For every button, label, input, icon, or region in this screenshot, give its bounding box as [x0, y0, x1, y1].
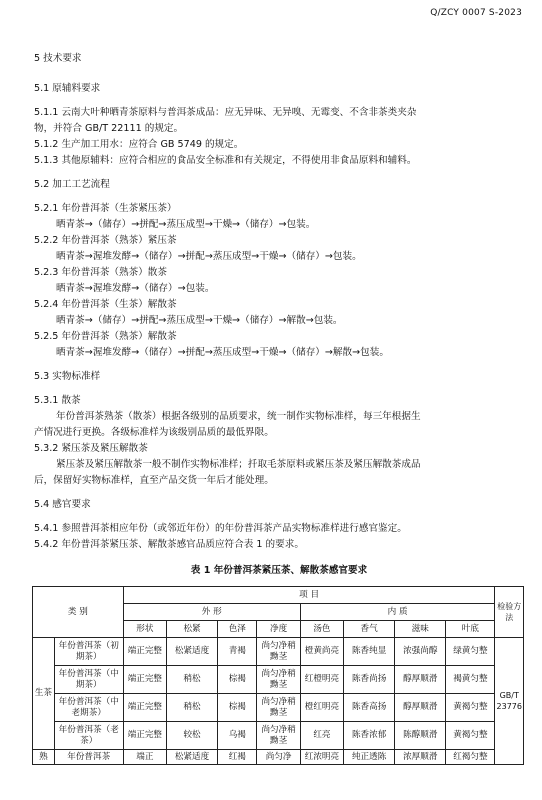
clause-5-1-1-line2: 物，并符合 GB/T 22111 的规定。: [34, 123, 184, 134]
clause-5-3-1-line1: 年份普洱茶熟茶（散茶）根据各级别的品质要求，统一制作实物标准样，每三年根据生: [56, 411, 421, 422]
group-ripe-tea: 熟: [33, 750, 55, 765]
cell: 棕褐: [218, 666, 257, 694]
flow-5-2-4: 晒青茶→（储存）→拼配→蒸压成型→干燥→（储存）→解散→包装。: [56, 315, 343, 326]
clause-5-1-2: 5.1.2 生产加工用水：应符合 GB 5749 的规定。: [34, 139, 244, 150]
cell: 红亮: [300, 722, 343, 750]
table-row: [33, 694, 524, 722]
cell: 陈香尚扬: [344, 666, 395, 694]
inner-quality-header: 内 质: [300, 604, 495, 621]
table-row: [33, 638, 524, 666]
clause-5-2-4: 5.2.4 年份普洱茶（生茶）解散茶: [34, 299, 177, 310]
category-header: 类 别: [33, 587, 124, 638]
cell: 端正完整: [123, 694, 166, 722]
table-row: [33, 722, 524, 750]
cell: 浓厚顺滑: [395, 750, 446, 765]
cell: 端正完整: [123, 638, 166, 666]
row-name: 年份普洱茶（初期茶）: [54, 638, 123, 666]
section-5-3-heading: 5.3 实物标准样: [34, 371, 101, 382]
clause-5-2-5: 5.2.5 年份普洱茶（熟茶）解散茶: [34, 331, 177, 342]
cell: 青褐: [218, 638, 257, 666]
cell: 尚匀净稍黝茎: [257, 666, 300, 694]
cell: 尚匀净: [257, 750, 300, 765]
col-tightness: 松紧: [166, 621, 217, 638]
cell: 浓强尚醇: [395, 638, 446, 666]
col-liquor-color: 汤色: [300, 621, 343, 638]
cell: 纯正透陈: [344, 750, 395, 765]
clause-5-1-3: 5.1.3 其他原辅料：应符合相应的食品安全标准和有关规定，不得使用非食品原料和辅料。: [34, 155, 417, 166]
cell: 陈香纯显: [344, 638, 395, 666]
document-code: Q/ZCY 0007 S-2023: [430, 8, 522, 18]
clause-5-3-1-line2: 产情况进行更换。各级标准样为该级别品质的最低界限。: [34, 427, 274, 438]
cell: 陈醇顺滑: [395, 722, 446, 750]
clause-5-4-2: 5.4.2 年份普洱茶紧压茶、解散茶感官品质应符合表 1 的要求。: [34, 539, 304, 550]
col-color: 色泽: [218, 621, 257, 638]
col-infused-leaf: 叶底: [446, 621, 495, 638]
cell: 红褐: [218, 750, 257, 765]
cell: 尚匀净稍黝茎: [257, 722, 300, 750]
cell: 端正完整: [123, 666, 166, 694]
cell: 稍松: [166, 694, 217, 722]
method-header: 检验方法: [495, 587, 524, 638]
cell: 醇厚顺滑: [395, 694, 446, 722]
clause-5-2-3: 5.2.3 年份普洱茶（熟茶）散茶: [34, 267, 167, 278]
section-5-4-heading: 5.4 感官要求: [34, 499, 91, 510]
cell: 黄褐匀整: [446, 722, 495, 750]
section-5-2-heading: 5.2 加工工艺流程: [34, 179, 110, 190]
clause-5-4-1: 5.4.1 参照普洱茶相应年份（或邻近年份）的年份普洱茶产品实物标准样进行感官鉴定。: [34, 523, 407, 534]
flow-5-2-5: 晒青茶→渥堆发酵→（储存）→拼配→蒸压成型→干燥→（储存）→解散→包装。: [56, 347, 389, 358]
flow-5-2-2: 晒青茶→渥堆发酵→（储存）→拼配→蒸压成型→干燥→（储存）→包装。: [56, 251, 362, 262]
cell: 尚匀净稍黝茎: [257, 694, 300, 722]
cell: 松紧适度: [166, 638, 217, 666]
table-row: [33, 666, 524, 694]
clause-5-2-2: 5.2.2 年份普洱茶（熟茶）紧压茶: [34, 235, 177, 246]
row-name: 年份普洱茶（老茶）: [54, 722, 123, 750]
clause-5-3-2-line2: 后，保留好实物标准样，直至产品交货一年后才能处理。: [34, 475, 274, 486]
method-standard: GB/T 23776: [495, 638, 524, 765]
cell: 尚匀净稍黝茎: [257, 638, 300, 666]
col-cleanness: 净度: [257, 621, 300, 638]
document-body: [34, 52, 524, 765]
items-header: 项 目: [123, 587, 495, 604]
clause-5-1-1-line1: 5.1.1 云南大叶种晒青茶原料与普洱茶成品：应无异味、无异嗅、无霉变、不含非茶类夹杂: [34, 107, 417, 118]
table-row: [33, 750, 524, 765]
section-5-heading: 5 技术要求: [34, 53, 82, 64]
sensory-requirements-table: [32, 586, 524, 765]
flow-5-2-3: 晒青茶→渥堆发酵→（储存）→包装。: [56, 283, 215, 294]
cell: 橙黄尚亮: [300, 638, 343, 666]
col-shape: 形状: [123, 621, 166, 638]
cell: 松紧适度: [166, 750, 217, 765]
flow-5-2-1: 晒青茶→（储存）→拼配→蒸压成型→干燥→（储存）→包装。: [56, 219, 316, 230]
row-name: 年份普洱茶: [54, 750, 123, 765]
cell: 红褐匀整: [446, 750, 495, 765]
table-caption: 表 1 年份普洱茶紧压茶、解散茶感官要求: [190, 565, 368, 576]
cell: 褐黄匀整: [446, 666, 495, 694]
row-name: 年份普洱茶（中期茶）: [54, 666, 123, 694]
col-aroma: 香气: [344, 621, 395, 638]
cell: 端正: [123, 750, 166, 765]
cell: 较松: [166, 722, 217, 750]
cell: 棕褐: [218, 694, 257, 722]
cell: 端正完整: [123, 722, 166, 750]
clause-5-3-2-line1: 紧压茶及紧压解散茶一般不制作实物标准样；扦取毛茶原料或紧压茶及紧压解散茶成品: [56, 459, 421, 470]
cell: 乌褐: [218, 722, 257, 750]
cell: 红浓明亮: [300, 750, 343, 765]
cell: 陈香高扬: [344, 694, 395, 722]
section-5-1-heading: 5.1 原辅料要求: [34, 83, 101, 94]
appearance-header: 外 形: [123, 604, 300, 621]
cell: 醇厚顺滑: [395, 666, 446, 694]
cell: 稍松: [166, 666, 217, 694]
row-name: 年份普洱茶（中老期茶）: [54, 694, 123, 722]
cell: 绿黄匀整: [446, 638, 495, 666]
cell: 橙红明亮: [300, 694, 343, 722]
cell: 红橙明亮: [300, 666, 343, 694]
group-raw-tea: 生茶: [33, 638, 55, 750]
cell: 陈香浓郁: [344, 722, 395, 750]
clause-5-2-1: 5.2.1 年份普洱茶（生茶紧压茶）: [34, 203, 177, 214]
clause-5-3-2: 5.3.2 紧压茶及紧压解散茶: [34, 443, 148, 454]
clause-5-3-1: 5.3.1 散茶: [34, 395, 81, 406]
col-taste: 滋味: [395, 621, 446, 638]
cell: 黄褐匀整: [446, 694, 495, 722]
